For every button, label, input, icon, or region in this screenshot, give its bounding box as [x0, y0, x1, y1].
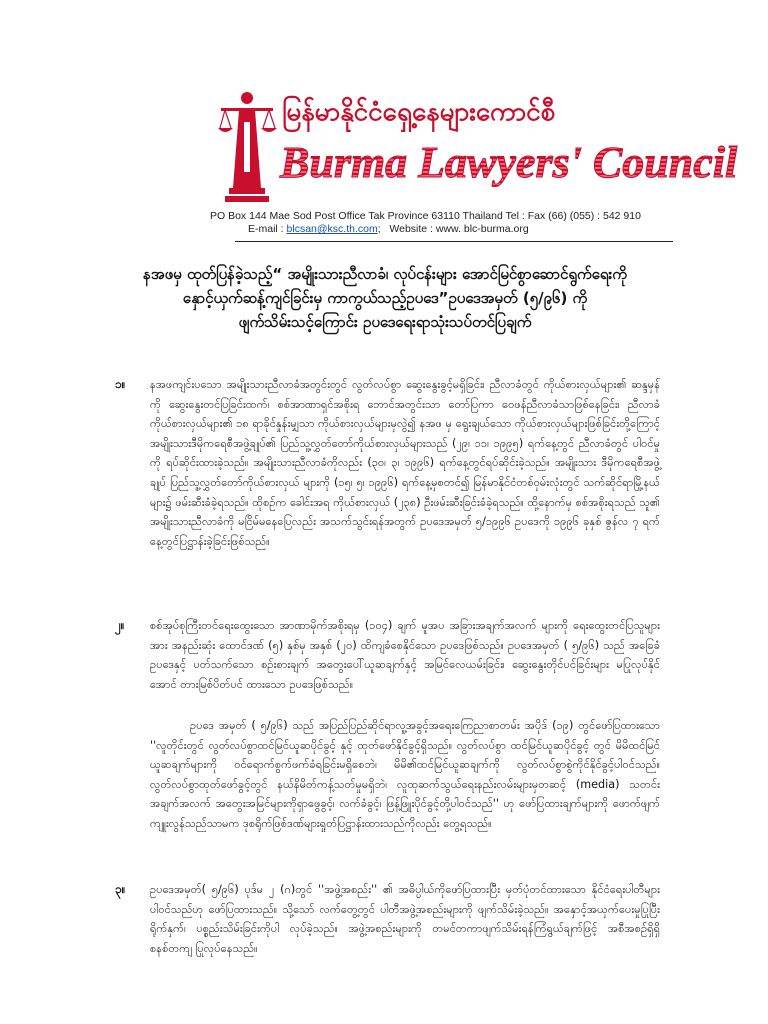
- org-name-english-logo: [280, 133, 738, 193]
- scales-of-justice-emblem-icon: [217, 88, 277, 206]
- paragraph-3-number: ၃။: [115, 882, 126, 896]
- title-line-3: ဖျက်သိမ်းသင့်ကြောင်း ဥပဒေရေးရာသုံးသပ်တင်ပြချက်: [238, 313, 532, 331]
- title-line-1: နအဖမှ ထုတ်ပြန်ခဲ့သည့်“ အမျိုးသားညီလာခံ၊ လုပ်ငန်းများ အောင်မြင်စွာဆောင်ရွက်ရေးကို: [143, 265, 627, 283]
- paragraph-1-number: ၁။: [115, 377, 126, 391]
- email-label: E-mail :: [248, 223, 284, 235]
- header-divider: [235, 241, 673, 242]
- title-line-2: နှောင့်ယှက်ဆန့်ကျင်ခြင်းမှ ကာကွယ်သည့်ဥပဒေ”ဥပဒေအမှတ် (၅/၉၆) ကို: [182, 289, 588, 307]
- email-link[interactable]: blcsan@ksc.th.com: [286, 223, 378, 235]
- paragraph-2-continued: ဥပဒေ အမှတ် ( ၅/၉၆) သည် အပြည်ပြည်ဆိုင်ရာလူ့အခွင့်အရေးကြေညာစာတမ်း အပိုဒ် (၁၉) တွင်ဖော်ပြထားသော ''လူတိုင်းတွင် လွတ်လပ်စွာထင်မြင်ယူဆပိုင်ခွင့် နှင့် ထုတ်ဖော်နိုင်ခွင့်ရှိသည်။ လွတ်လပ်စွာ ထင်မြင်ယူဆပိုင်ခွင့် တွင် မိမိထင်မြင်ယူဆချက်များကို ဝင်ရောက်စွက်ဖက်ခံရခြင်းမရှိစေဘဲ၊ မိမိ၏ထင်မြင်ယူဆချက်ကို လွတ်လပ်စွာစွဲကိုင်နိုင်ခွင့်ပါဝင်သည်။ လွတ်လပ်စွာထုတ်ဖော်ခွင့်တွင် နယ်နိမိတ်ကန့်သတ်မှုမရှိဘဲ၊ လူထုဆက်သွယ်ရေးနည်းလမ်းများမှတဆင့် (media) သတင်းအချက်အလက် အတွေးအမြင်များကိုရှာဖွေခွင့်၊ လက်ခံခွင့်၊ ဖြန့်ဖြူးပိုင်ခွင့်တို့ပါဝင်သည်'' ဟု ဖော်ပြထားချက်များကို ဖောက်ဖျက်ကျူးလွန်သည်သာမက ဒုစရိုက်ဖြစ်ဒဏ်များရှုတ်ပြဋ္ဌာန်းထားသည်ကိုလည်း တွေ့ရသည်။: [150, 719, 660, 830]
- contact-line: E-mail : blcsan@ksc.th.com; Website : www. blc-burma.org: [248, 223, 529, 235]
- letterhead: [0, 0, 768, 250]
- paragraph-1: နအဖကျင်းပသော အမျိုးသားညီလာခံအတွင်းတွင် လွတ်လပ်စွာ ဆွေးနွေးခွင့်မရှိခြင်း၊ ညီလာခံတွင် ကိုယ်စားလှယ်များ၏ ဆန္ဒမှန်ကို ဆွေးနွေးတင်ပြခြင်းထက်၊ စစ်အာဏာရှင်အစိုးရ ဘောင်အတွင်းသာ တော်ပြကာ ဝေဖန်ညီလာခံသာဖြစ်နေခြင်း၊ ညီလာခံကိုယ်စားလှယ်များ၏ ၁၈ ရာခိုင်နှုန်းမျှသာ ကိုယ်စားလှယ်များမှလွဲ၍ နအဖ မှ ရွေးချယ်သော ကိုယ်စားလှယ်များဖြစ်ခြင်းတို့ကြောင့် အမျိုးသားဒီမိုကရေစီအဖွဲ့ချုပ်၏ ပြည်သူ့လွှတ်တော်ကိုယ်စားလှယ်များသည် (၂၉၊ ၁၁၊ ၁၉၉၅) ရက်နေ့တွင် ညီလာခံတွင် ပါဝင်မှုကို ရပ်ဆိုင်းထားခဲ့သည်။ အမျိုးသားညီလာခံကိုလည်း (၃၀၊ ၃၊ ၁၉၉၆) ရက်နေ့တွင်ရပ်ဆိုင်းခဲ့သည်။ အမျိုးသား ဒီမိုကရေစီအဖွဲ့ချုပ် ပြည်သူ့လွှတ်တော်ကိုယ်စားလှယ် များကို (၁၅၊ ၅၊ ၁၉၉၆) ရက်နေ့မှစတင်၍ မြန်မာနိုင်ငံတစ်ဝှမ်းလုံးတွင် သက်ဆိုင်ရာမြို့နယ်များ၌ ဖမ်းဆီးခံခဲ့ရသည်။ ထိုစဉ်က ခေါင်းအရ ကိုယ်စားလှယ် (၂၃၈) ဦးဖမ်းဆီးခြင်းခံခဲ့ရသည်။ ထို့နောက်မှ စစ်အစိုးရသည် သူ၏ အမျိုးသားညီလာခံကို မငြိမ်မနေပြေလည်း အသက်သွင်းရန်အတွက် ဥပဒေအမှတ် ၅/၁၉၉၆ ဥပဒေကို ၁၉၉၆ ခုနှစ် ဇွန်လ ၇ ရက်နေ့တွင်ပြဋ္ဌာန်းခဲ့ခြင်းဖြစ်သည်။: [150, 378, 660, 548]
- paragraph-3: ဥပဒေအမှတ်( ၅/၉၆) ပုဒ်မ ၂ (ဂ)တွင် ''အဖွဲ့အစည်း'' ၏ အဓိပ္ပါယ်ကိုဖော်ပြထားပြီး မှတ်ပုံတင်ထားသော နိုင်ငံရေးပါတီများပါဝင်သည်ဟု ဖော်ပြထားသည်။ သို့သော် လက်တွေ့တွင် ပါတီအဖွဲ့အစည်းများကို ဖျက်သိမ်းခဲ့သည်။ အနှောင့်အယှက်ပေးမှုပြုပြီး ရိုက်နှက်၊ ပစ္စည်းသိမ်းခြင်းကိုပါ လုပ်ခဲ့သည်။ အဖွဲ့အစည်းများကို တမင်တကာဖျက်သိမ်းရန်ကြံရွယ်ချက်ဖြင့် အစီအစဉ်ရှိရှိ စနစ်တကျ ပြုလုပ်နေသည်။: [150, 883, 660, 955]
- paragraph-2: စစ်အုပ်စုကြီးတင်ရေးထွေးသော အာဏာမိုက်အစိုးရမှ (၁၀၄) ချက် မူအပ အခြားအချက်အလက် များကို ရေးထွေးတင်ပြသူများအား အနည်းဆုံး ထောင်ဒဏ် (၅) နှစ်မှ အနှစ် (၂၀) ထိကျခံစေနိုင်သော ဥပဒေဖြစ်သည်။ ဥပဒေအမှတ် ( ၅/၉၆) သည် အခြေခံဥပဒေနှင့် ပတ်သက်သော စဉ်းစားချက် အတွေးပေါ်ယူဆချက်နှင့် အမြင်လေယမ်းခြင်း၊ ဆွေးနွေးတိုင်ပင်ခြင်းများ မပြုလုပ်နိုင်အောင် တားမြစ်ပိတ်ပင် ထားသော ဥပဒေဖြစ်သည်။: [150, 619, 660, 691]
- org-name-english: Burma Lawyers' Council: [280, 138, 738, 187]
- document-title: [90, 262, 680, 334]
- website-label[interactable]: Website : www. blc-burma.org: [389, 223, 529, 235]
- paragraph-2-number: ၂။: [115, 618, 125, 632]
- org-name-burmese: မြန်မာနိုင်ငံရှေ့နေများကောင်စီ: [282, 97, 556, 127]
- address-line: PO Box 144 Mae Sod Post Office Tak Province 63110 Thailand Tel : Fax (66) (055) : 542 910: [210, 210, 641, 222]
